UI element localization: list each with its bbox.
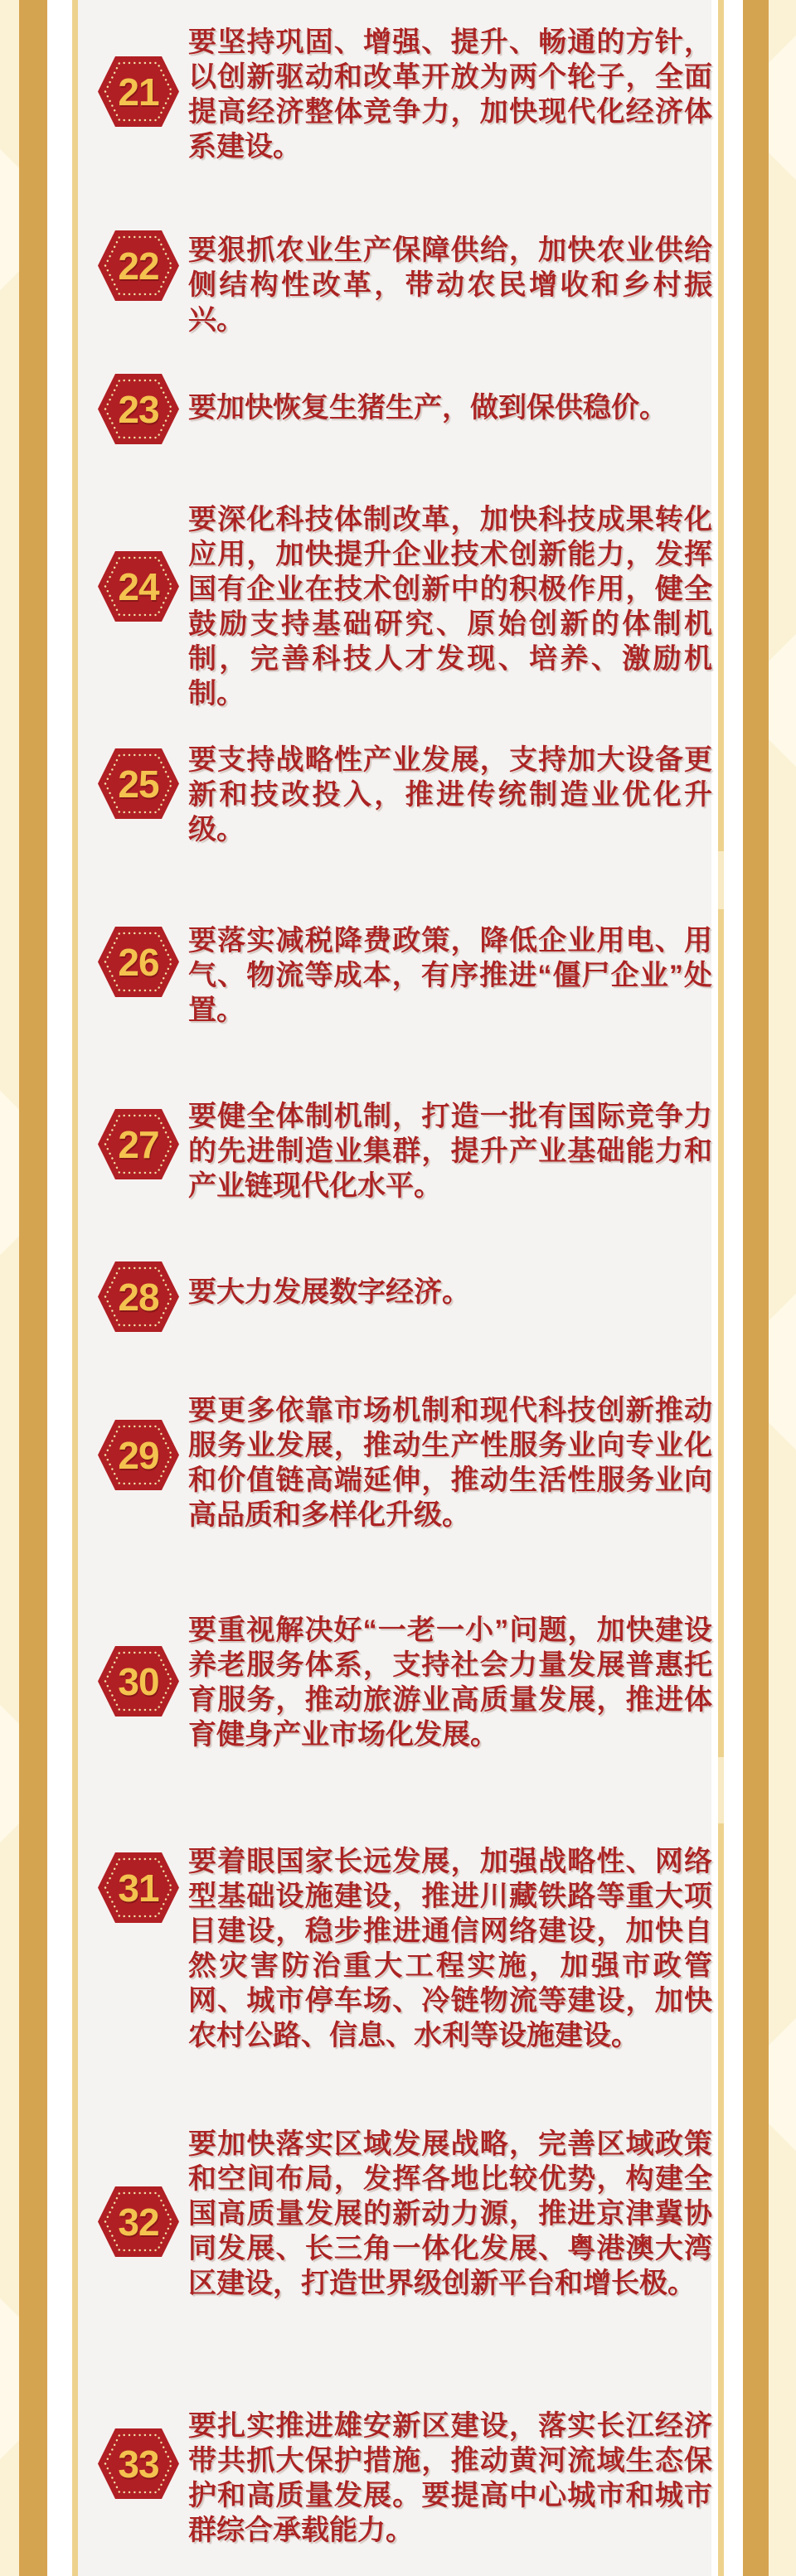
- item-text: 要支持战略性产业发展，支持加大设备更新和技改投入，推进传统制造业优化升级。: [188, 744, 712, 845]
- item-number: 33: [118, 2442, 159, 2486]
- item-number: 27: [118, 1122, 159, 1166]
- item-badge: [98, 1420, 179, 1490]
- item-number: 29: [118, 1433, 159, 1477]
- item-badge: [98, 1109, 179, 1179]
- item-text: 要着眼国家长远发展，加强战略性、网络型基础设施建设，推进川藏铁路等重大项目建设，稳步推进通信网络建设，加快自然灾害防治重大工程实施，加强市政管网、城市停车场、冷链物流等建设，加快农村公路、信息、水利等设施建设。: [188, 1846, 712, 2051]
- item-badge: [98, 927, 179, 997]
- item-text: 要狠抓农业生产保障供给，加快农业供给侧结构性改革，带动农民增收和乡村振兴。: [188, 235, 712, 336]
- frame-line-glint: [718, 851, 724, 909]
- item-number: 24: [118, 564, 159, 608]
- frame-white-right: [711, 0, 743, 2576]
- item-badge: [98, 551, 179, 622]
- item-number: 32: [118, 2200, 159, 2244]
- item-text: 要加快恢复生猪生产，做到保供稳价。: [188, 392, 667, 424]
- item-number: 28: [118, 1275, 159, 1319]
- item-badge: [98, 1261, 179, 1332]
- item-badge: [98, 2428, 179, 2499]
- item-number: 30: [118, 1659, 159, 1703]
- item-badge: [98, 748, 179, 819]
- item-text: 要落实减税降费政策，降低企业用电、用气、物流等成本，有序推进“僵尸企业”处置。: [188, 925, 712, 1026]
- item-text: 要深化科技体制改革，加快科技成果转化应用，加快提升企业技术创新能力，发挥国有企业在技术创新中的积极作用，健全鼓励支持基础研究、原始创新的体制机制，完善科技人才发现、培养、激励机制。: [188, 504, 712, 709]
- item-number: 23: [118, 387, 159, 431]
- item-number: 21: [118, 70, 159, 114]
- item-number: 25: [118, 762, 159, 806]
- item-badge: [98, 2186, 179, 2257]
- frame-line-left: [72, 0, 78, 2576]
- item-text: 要健全体制机制，打造一批有国际竞争力的先进制造业集群，提升产业基础能力和产业链现代化水平。: [188, 1101, 712, 1202]
- frame-gold-left: [19, 0, 47, 2576]
- frame-line-glint: [718, 1757, 724, 1823]
- item-badge: [98, 1852, 179, 1923]
- item-badge: [98, 56, 179, 127]
- item-badge: [98, 374, 179, 444]
- item-text: 要加快落实区域发展战略，完善区域政策和空间布局，发挥各地比较优势，构建全国高质量发展的新动力源，推进京津冀协同发展、长三角一体化发展、粤港澳大湾区建设，打造世界级创新平台和增长极。: [188, 2128, 712, 2299]
- item-number: 31: [118, 1866, 159, 1910]
- item-number: 22: [118, 244, 159, 288]
- frame-gold-right: [743, 0, 769, 2576]
- item-badge: [98, 230, 179, 301]
- item-text: 要大力发展数字经济。: [188, 1276, 470, 1308]
- item-text: 要扎实推进雄安新区建设，落实长江经济带共抓大保护措施，推动黄河流域生态保护和高质量发展。要提高中心城市和城市群综合承载能力。: [188, 2410, 712, 2546]
- item-text: 要坚持巩固、增强、提升、畅通的方针，以创新驱动和改革开放为两个轮子，全面提高经济整体竞争力，加快现代化经济体系建设。: [188, 27, 712, 162]
- item-text: 要重视解决好“一老一小”问题，加快建设养老服务体系，支持社会力量发展普惠托育服务，推动旅游业高质量发展，推进体育健身产业市场化发展。: [188, 1615, 712, 1750]
- item-badge: [98, 1646, 179, 1717]
- frame-line-right: [718, 0, 724, 2576]
- item-text: 要更多依靠市场机制和现代科技创新推动服务业发展，推动生产性服务业向专业化和价值链高端延伸，推动生活性服务业向高品质和多样化升级。: [188, 1395, 712, 1531]
- item-number: 26: [118, 940, 159, 984]
